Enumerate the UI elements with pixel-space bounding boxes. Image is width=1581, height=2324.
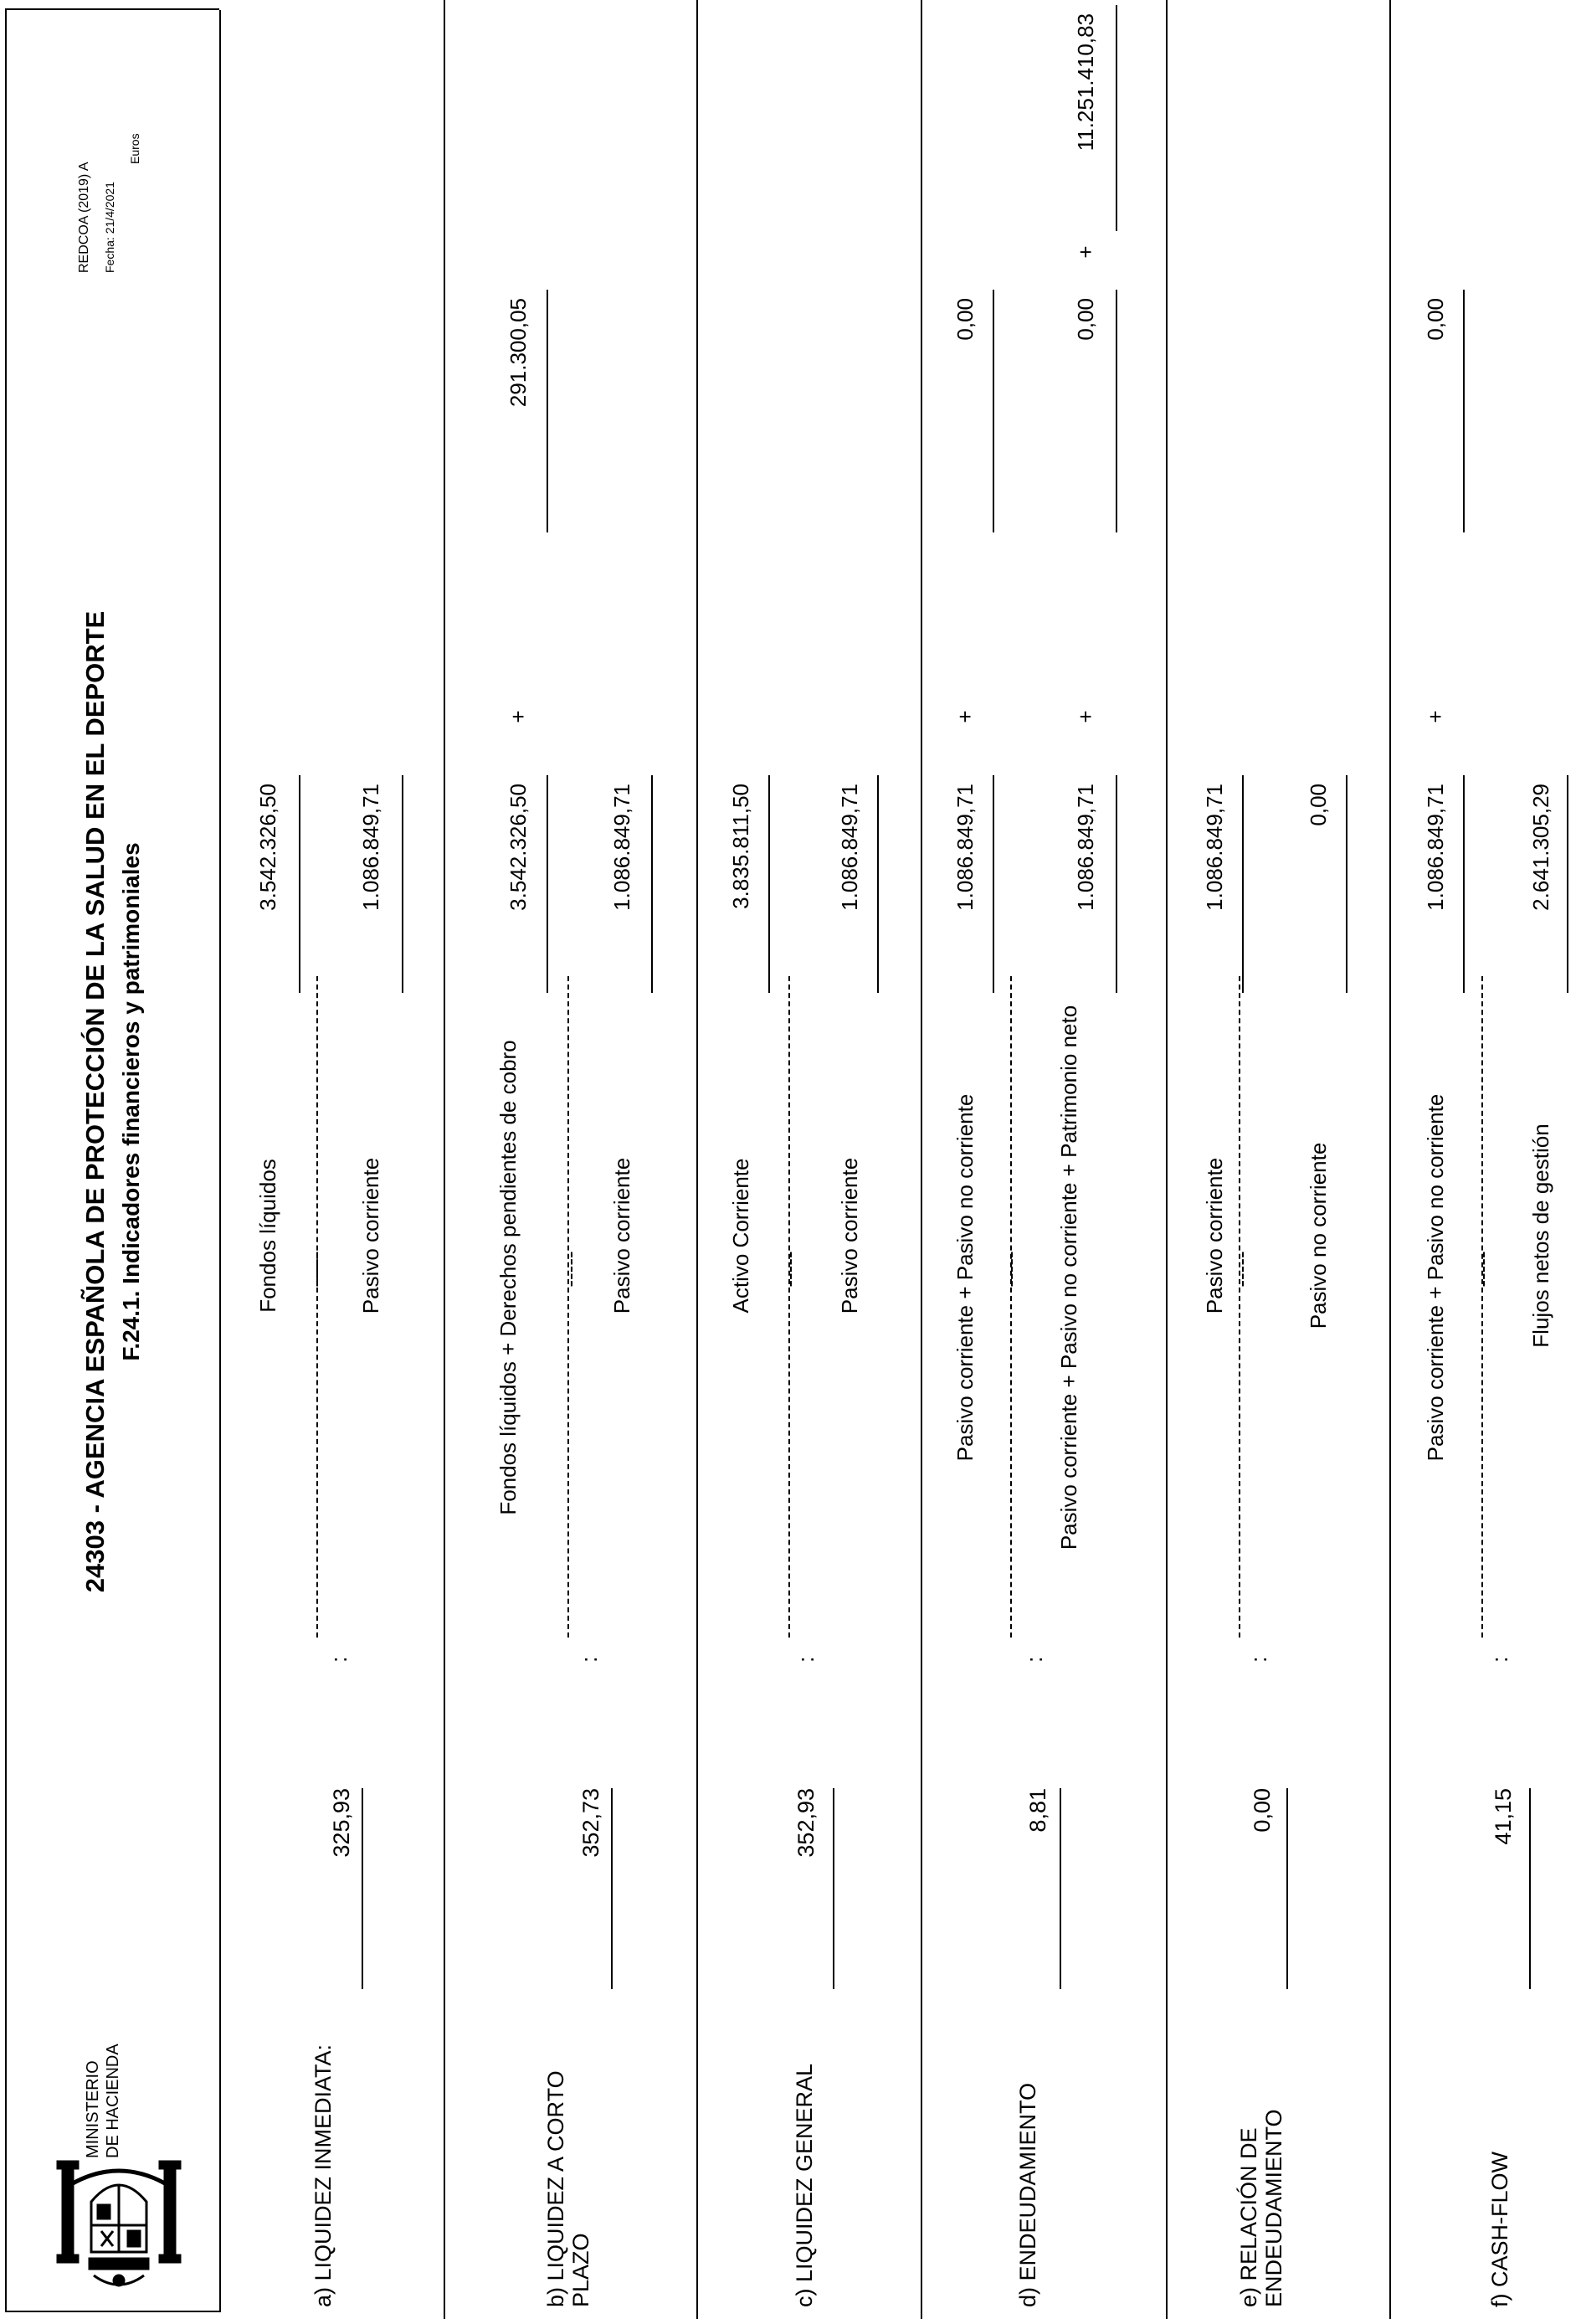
- page-subtitle: F.24.1. Indicadores financieros y patrimoniales: [118, 842, 144, 1361]
- indicator-c-numerator-label: Activo Corriente: [728, 1158, 753, 1314]
- indicator-e-numerator-label: Pasivo corriente: [1202, 1157, 1227, 1314]
- indicator-d-denominator-value-3: 11.251.410,83: [1073, 13, 1098, 152]
- indicator-b-name-line1: b) LIQUIDEZ A CORTO: [543, 2070, 568, 2307]
- indicator-d-numerator-value-2: 0,00: [952, 298, 978, 341]
- indicator-f-denominator-label: Flujos netos de gestión: [1528, 1123, 1553, 1348]
- indicator-d-numerator-rule-2: [993, 290, 994, 532]
- indicator-d-denominator-rule-3: [1116, 5, 1117, 231]
- indicator-a-value-underline: [362, 1788, 363, 1989]
- indicator-d-value-underline: [1060, 1788, 1061, 1989]
- coat-of-arms-logo: [46, 2148, 192, 2291]
- ministry-name-line1: MINISTERIO: [84, 2060, 102, 2158]
- indicator-e-name-line2: ENDEUDAMIENTO: [1261, 2109, 1286, 2307]
- indicator-f-separator: -----: [1470, 1251, 1495, 1288]
- indicator-b-numerator-rule-2: [547, 290, 548, 532]
- indicator-c-separator: -----: [777, 1251, 802, 1288]
- indicator-a-numerator-rule: [299, 775, 300, 993]
- block-divider: [444, 0, 445, 2319]
- indicator-b-numerator-label: Fondos líquidos + Derechos pendientes de cobro: [495, 1040, 521, 1515]
- indicator-f-numerator-rule-2: [1463, 290, 1465, 532]
- indicator-b-numerator-value-1: 3.542.326,50: [506, 784, 531, 911]
- indicator-d-name: d) ENDEUDAMIENTO: [1015, 2082, 1040, 2307]
- indicator-d-value: 8,81: [1025, 1788, 1050, 1833]
- indicator-c-denominator-value: 1.086.849,71: [837, 784, 862, 911]
- block-divider: [921, 0, 922, 2319]
- indicator-a-denominator-rule: [402, 775, 403, 993]
- doc-date: Fecha: 21/4/2021: [103, 182, 116, 273]
- indicator-d-denominator-plus-2: +: [1073, 245, 1098, 259]
- indicator-f-denominator-value: 2.641.305,29: [1528, 784, 1553, 911]
- indicator-b-colon: :: [577, 1656, 602, 1663]
- indicator-b-name-line2: PLAZO: [568, 2233, 593, 2307]
- indicator-c-denominator-label: Pasivo corriente: [837, 1157, 862, 1314]
- indicator-e-colon: :: [1246, 1656, 1271, 1663]
- indicator-c-denominator-rule: [877, 775, 879, 993]
- indicator-c-numerator-value: 3.835.811,50: [728, 784, 753, 909]
- indicator-e-denominator-label: Pasivo no corriente: [1306, 1142, 1331, 1329]
- indicator-b-denominator-value: 1.086.849,71: [609, 784, 634, 911]
- indicator-d-numerator-label: Pasivo corriente + Pasivo no corriente: [952, 1093, 978, 1462]
- indicator-d-denominator-value-2: 0,00: [1073, 298, 1098, 341]
- page-title: 24303 - AGENCIA ESPAÑOLA DE PROTECCIÓN DE LA SALUD EN EL DEPORTE: [80, 610, 110, 1593]
- indicator-b-numerator-rule-1: [547, 775, 548, 993]
- doc-code: REDCOA (2019) A: [77, 162, 91, 273]
- frame-top: [5, 10, 7, 2312]
- indicator-a-colon: :: [326, 1656, 352, 1663]
- indicator-f-name: f) CASH-FLOW: [1487, 2152, 1512, 2307]
- indicator-c-numerator-rule: [768, 775, 770, 993]
- indicator-d-denominator-label: Pasivo corriente + Pasivo no corriente + Patrimonio neto: [1056, 1005, 1081, 1550]
- block-divider: [1166, 0, 1168, 2319]
- indicator-a-numerator-label: Fondos líquidos: [255, 1159, 280, 1313]
- indicator-d-numerator-value-1: 1.086.849,71: [952, 784, 978, 911]
- doc-currency: Euros: [128, 133, 141, 164]
- indicator-d-colon: :: [1022, 1656, 1047, 1663]
- indicator-b-separator: -----: [557, 1251, 583, 1288]
- indicator-c-colon: :: [793, 1656, 819, 1663]
- indicator-a-denominator-value: 1.086.849,71: [358, 784, 383, 911]
- indicator-f-numerator-label: Pasivo corriente + Pasivo no corriente: [1423, 1093, 1448, 1462]
- frame-bottom: [219, 10, 221, 2312]
- indicator-c-name: c) LIQUIDEZ GENERAL: [792, 2063, 817, 2307]
- indicator-f-numerator-rule-1: [1463, 775, 1465, 993]
- indicator-d-separator: -----: [998, 1251, 1023, 1288]
- indicator-f-value-underline: [1529, 1788, 1531, 1989]
- block-divider: [696, 0, 698, 2319]
- indicator-b-value: 352,73: [578, 1788, 603, 1858]
- indicator-e-value-underline: [1286, 1788, 1288, 1989]
- indicator-f-denominator-rule: [1567, 775, 1568, 993]
- indicator-d-numerator-plus: +: [952, 710, 978, 723]
- indicator-b-denominator-label: Pasivo corriente: [609, 1157, 634, 1314]
- frame-right: [5, 8, 219, 10]
- indicator-a-numerator-value: 3.542.326,50: [255, 784, 280, 911]
- frame-left: [5, 2311, 219, 2312]
- ministry-name-line2: DE HACIENDA: [104, 2044, 122, 2158]
- indicator-b-value-underline: [611, 1788, 613, 1989]
- indicator-f-value: 41,15: [1491, 1788, 1516, 1845]
- block-divider: [1389, 0, 1391, 2319]
- indicator-e-denominator-rule: [1346, 775, 1347, 993]
- indicator-e-name-line1: e) RELACIÓN DE: [1236, 2127, 1261, 2307]
- indicator-f-plus: +: [1423, 710, 1448, 723]
- indicator-c-value-underline: [833, 1788, 834, 1989]
- indicator-b-numerator-value-2: 291.300,05: [506, 298, 531, 408]
- indicator-a-separator: -----: [303, 1251, 328, 1288]
- indicator-b-denominator-rule: [651, 775, 653, 993]
- indicator-b-plus: +: [506, 710, 531, 723]
- indicator-f-numerator-value-2: 0,00: [1423, 298, 1448, 341]
- indicator-e-numerator-rule: [1242, 775, 1244, 993]
- indicator-d-denominator-plus-1: +: [1073, 710, 1098, 723]
- indicator-c-value: 352,93: [793, 1788, 819, 1858]
- indicator-e-denominator-value: 0,00: [1306, 784, 1331, 826]
- indicator-d-numerator-rule-1: [993, 775, 994, 993]
- indicator-d-denominator-value-1: 1.086.849,71: [1073, 784, 1098, 911]
- indicator-a-value: 325,93: [329, 1788, 354, 1858]
- indicator-e-value: 0,00: [1250, 1788, 1275, 1833]
- indicator-f-numerator-value-1: 1.086.849,71: [1423, 784, 1448, 911]
- indicator-e-separator: -----: [1229, 1251, 1254, 1288]
- indicator-e-numerator-value: 1.086.849,71: [1202, 784, 1227, 911]
- indicator-d-denominator-rule-2: [1116, 290, 1117, 532]
- indicator-f-colon: :: [1487, 1656, 1512, 1663]
- indicator-a-name: a) LIQUIDEZ INMEDIATA:: [311, 2044, 336, 2307]
- indicator-a-denominator-label: Pasivo corriente: [358, 1157, 383, 1314]
- indicator-d-denominator-rule-1: [1116, 775, 1117, 993]
